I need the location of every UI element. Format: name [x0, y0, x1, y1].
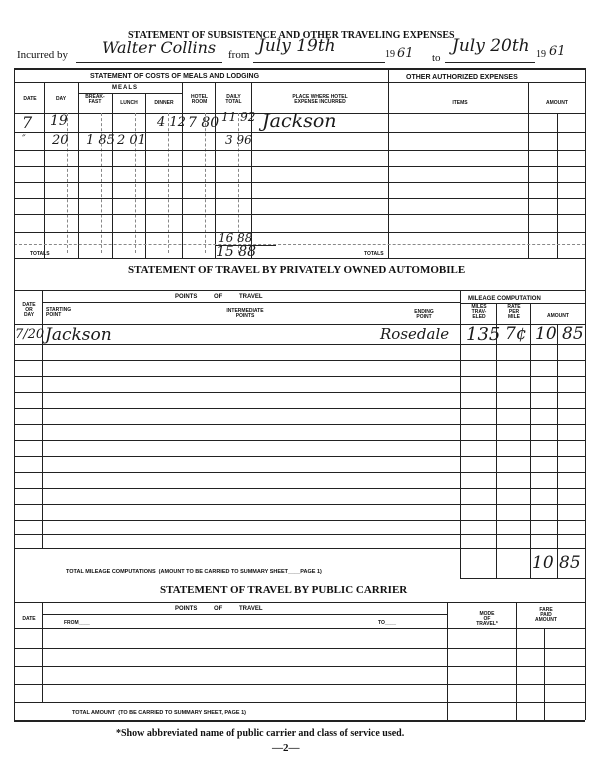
form-title: STATEMENT OF SUBSISTENCE AND OTHER TRAVELING EXPENSES: [128, 30, 455, 41]
auto-points-header: POINTS OF TRAVEL: [175, 294, 263, 300]
auto-row1-starting: Jackson: [45, 325, 112, 345]
auto-col-ending: ENDING POINT: [414, 309, 434, 320]
page-number: —2—: [272, 742, 300, 754]
auto-col-date: DATE OR DAY: [22, 302, 36, 318]
col-place: PLACE WHERE HOTEL EXPENSE INCURRED: [292, 94, 348, 105]
public-col-to: TO____: [378, 620, 396, 626]
meals-row1-dinner: 4 12: [157, 115, 186, 130]
auto-col-amount: AMOUNT: [547, 313, 569, 319]
col-hotel-room: HOTEL ROOM: [191, 94, 208, 105]
col-daily-total: DAILY TOTAL: [225, 94, 242, 105]
auto-col-rate: RATE PER MILE: [507, 304, 521, 320]
col-items: ITEMS: [452, 100, 468, 106]
auto-total-amount: 10 85: [532, 553, 581, 573]
auto-row1-ending: Rosedale: [380, 325, 450, 343]
auto-row1-miles: 135: [466, 324, 501, 345]
public-section-title: STATEMENT OF TRAVEL BY PUBLIC CARRIER: [160, 584, 408, 596]
auto-section-title: STATEMENT OF TRAVEL BY PRIVATELY OWNED AUTOMOBILE: [128, 264, 466, 276]
footer-note: *Show abbreviated name of public carrier and class of service used.: [116, 728, 405, 739]
public-col-date: DATE: [22, 616, 36, 622]
auto-row1-rate: 7¢: [505, 324, 527, 344]
auto-row1-date: 7/20: [15, 327, 45, 342]
col-lunch: LUNCH: [120, 100, 138, 106]
auto-col-starting: STARTING POINT: [46, 307, 72, 318]
meals-row2-date: ″: [22, 134, 26, 145]
meals-section-title: STATEMENT OF COSTS OF MEALS AND LODGING: [90, 73, 260, 80]
totals-label: TOTALS: [30, 251, 50, 257]
meals-row1-total: 11 92: [221, 110, 256, 124]
from-date-value: July 19th: [258, 36, 336, 56]
auto-total-label: TOTAL MILEAGE COMPUTATIONS (AMOUNT TO BE CARRIED TO SUMMARY SHEET____PAGE 1): [66, 569, 322, 575]
meals-row1-place: Jackson: [262, 110, 337, 132]
meals-row2-lunch: 2 01: [117, 133, 146, 148]
public-total-label: TOTAL AMOUNT (TO BE CARRIED TO SUMMARY SHEET, PAGE 1): [72, 710, 246, 716]
incurred-by-value: Walter Collins: [102, 38, 217, 57]
year-suffix-1: 61: [397, 46, 414, 61]
public-col-fare: FARE PAID AMOUNT: [535, 607, 557, 623]
totals-label-right: TOTALS: [364, 251, 384, 257]
to-label: to: [432, 52, 441, 64]
public-col-from: FROM____: [64, 620, 90, 626]
meals-group-label: MEALS: [112, 85, 138, 91]
meals-subtotal: 16 88: [218, 231, 253, 245]
meals-row1-day: 19: [50, 113, 68, 129]
public-col-mode: MODE OF TRAVEL*: [476, 611, 498, 627]
auto-col-miles: MILES TRAV- ELED: [471, 304, 487, 320]
meals-row2-day: 20: [52, 133, 69, 148]
meals-row1-hotel: 7 80: [188, 115, 220, 131]
incurred-by-label: Incurred by: [17, 49, 69, 61]
meals-total: 15 88: [216, 244, 257, 260]
meals-row1-date: 7: [22, 113, 33, 132]
auto-col-intermediate: INTERMEDIATE POINTS: [226, 308, 264, 319]
meals-row2-breakfast: 1 85: [86, 133, 115, 148]
year-prefix-1: 19: [385, 49, 395, 60]
col-dinner: DINNER: [154, 100, 174, 106]
col-date: DATE: [23, 96, 37, 102]
auto-mileage-header: MILEAGE COMPUTATION: [468, 296, 541, 302]
auto-row1-amount: 10 85: [535, 324, 584, 344]
to-date-value: July 20th: [452, 36, 530, 56]
year-suffix-2: 61: [549, 44, 566, 59]
col-day: DAY: [55, 96, 67, 102]
col-breakfast: BREAK- FAST: [85, 94, 105, 105]
other-expenses-title: OTHER AUTHORIZED EXPENSES: [406, 74, 518, 81]
public-points-header: POINTS OF TRAVEL: [175, 606, 263, 612]
meals-row2-total: 3 96: [225, 133, 252, 147]
col-amount: AMOUNT: [546, 100, 568, 106]
year-prefix-2: 19: [536, 49, 546, 60]
from-label: from: [228, 49, 250, 61]
